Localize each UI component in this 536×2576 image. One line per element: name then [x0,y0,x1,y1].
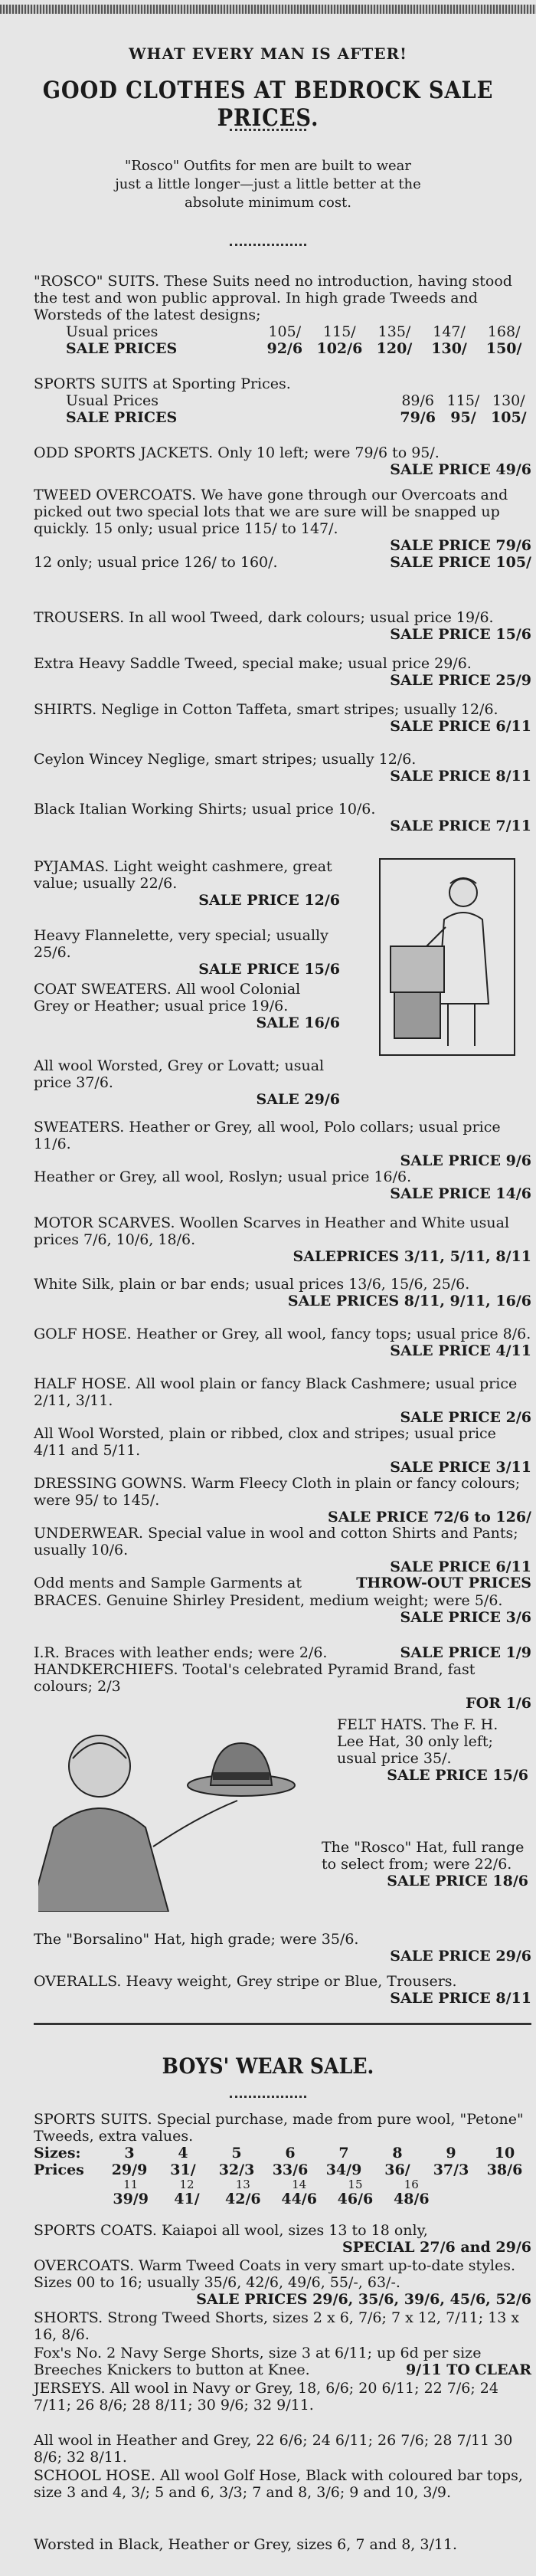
felt-hats [337,1716,528,1784]
item-text: SWEATERS. Heather or Grey, all wool, Polo collars; usual price 11/6. [34,1119,501,1152]
item-text: OVERALLS. Heavy weight, Grey stripe or Blue, Trousers. [34,1973,457,1990]
sale-price: SALE PRICES 8/11, 9/11, 16/6 [287,1293,531,1309]
shirts [34,701,531,735]
item-text: Breeches Knickers to button at Knee. [34,2361,310,2378]
sale-prices-row [34,340,531,357]
sizes-label: Sizes: [34,2145,81,2161]
ir-braces [34,1644,531,1661]
price: 130/ [492,392,525,409]
worsted-hose [34,1425,531,1476]
man-pyjamas-illustration [375,854,521,1061]
price: 135/ [377,323,411,340]
usual-prices [395,392,531,409]
item-text: I.R. Braces with leather ends; were 2/6. [34,1644,328,1661]
sale-price: SALEPRICES 3/11, 5/11, 8/11 [293,1248,531,1265]
rosco-suits [34,273,531,357]
price: 120/ [376,340,413,357]
sale-prices [395,409,531,426]
size: 8 [392,2145,403,2161]
boys-overcoats [34,2257,531,2308]
price: 147/ [433,323,466,340]
item-text: ODD SPORTS JACKETS. Only 10 left; were 79/6 to 95/. [34,444,440,461]
school-hose [34,2467,531,2501]
ad-title: WHAT EVERY MAN IS AFTER! [129,44,407,63]
sale-label: SALE PRICES [66,340,178,357]
item-text: OVERCOATS. Warm Tweed Coats in very smart up-to-date styles. Sizes 00 to 16; usually 35/6, 42/6, 49/6, 55/-, 63/-. [34,2257,516,2291]
size: 5 [231,2145,242,2161]
intro-text: "Rosco" Outfits for men are built to wear just a little longer—just a little better at the absolute minimum cost. [115,158,421,211]
sports-suits [34,375,531,426]
sale-price: SALE 29/6 [256,1091,340,1108]
borsalino-hat [34,1931,531,1965]
item-text: The "Borsalino" Hat, high grade; were 35/6. [34,1931,359,1948]
usual-prices-row [34,392,531,409]
odd-ments [34,1575,531,1591]
item-text: MOTOR SCARVES. Woollen Scarves in Heather and White usual prices 7/6, 10/6, 18/6. [34,1214,510,1248]
ceylon-shirts [34,751,531,785]
sale-price: SALE PRICE 4/11 [390,1342,531,1359]
sale-price: FOR 1/6 [466,1695,531,1712]
size: 14 [292,2178,307,2191]
price: 37/3 [433,2161,469,2178]
price: 34/9 [325,2161,362,2178]
item-text: DRESSING GOWNS. Warm Fleecy Cloth in plain or fancy colours; were 95/ to 145/. [34,1475,521,1509]
size: 6 [285,2145,296,2161]
sale-price: THROW-OUT PRICES [356,1575,531,1591]
size: 3 [124,2145,135,2161]
sale-price: SALE PRICE 6/11 [390,718,531,735]
sale-price: SALE PRICE 105/ [390,554,531,571]
sale-price: SALE PRICE 72/6 to 126/ [328,1509,531,1526]
price: 42/6 [225,2191,261,2207]
tweed-overcoats [34,487,531,571]
section-rule [34,2023,531,2025]
item-text: 12 only; usual price 126/ to 160/. [34,554,278,571]
sizes-row [34,2145,531,2161]
usual-label: Usual prices [66,323,159,340]
saddle-tweed [34,655,531,689]
ad-headline: GOOD CLOTHES AT BEDROCK SALE PRICES. [42,77,494,132]
item-text: Extra Heavy Saddle Tweed, special make; usual price 29/6. [34,655,472,672]
prices [103,2161,531,2178]
price: 39/9 [113,2191,149,2207]
sale-price: SALE PRICE 6/11 [390,1558,531,1575]
golf-hose [34,1326,531,1359]
sizes-row-2 [34,2178,531,2191]
item-text: BRACES. Genuine Shirley President, medium weight; were 5/6. [34,1592,503,1609]
price: 92/6 [266,340,303,357]
divider-dots [230,2096,306,2098]
sale-price: SALE PRICE 15/6 [390,626,531,643]
price: 46/6 [337,2191,374,2207]
sale-price: SALE PRICE 29/6 [390,1948,531,1965]
sale-price: SALE PRICE 8/11 [390,768,531,785]
price: 79/6 [400,409,436,426]
sale-price: SALE PRICE 2/6 [400,1409,531,1426]
prices-row [34,2161,531,2178]
sale-price: SALE PRICE 25/9 [390,672,531,689]
price: 89/6 [401,392,434,409]
item-text: Worsted in Black, Heather or Grey, sizes 6, 7 and 8, 3/11. [34,2536,458,2553]
divider-dots [230,244,306,246]
size: 15 [348,2178,363,2191]
item-text: Ceylon Wincey Neglige, smart stripes; usually 12/6. [34,751,417,768]
top-border [0,5,536,14]
sale-price: SPECIAL 27/6 and 29/6 [342,2239,531,2256]
size: 11 [123,2178,139,2191]
sale-label: SALE PRICES [66,409,178,426]
rosco-hat [322,1839,528,1889]
price: 115/ [446,392,480,409]
item-text: All wool Worsted, Grey or Lovatt; usual price 37/6. [34,1057,325,1091]
sale-price: SALE PRICE 9/6 [400,1152,531,1169]
item-text: SPORTS SUITS at Sporting Prices. [34,375,291,392]
item-text: SCHOOL HOSE. All wool Golf Hose, Black with coloured bar tops, size 3 and 4, 3/; 5 and 6, 3/3; 7 and 8, 3/6; 9 and 10, 3/9. [34,2467,523,2501]
prices-label: Prices [34,2161,84,2178]
trousers [34,609,531,643]
sale-price: SALE 16/6 [256,1014,340,1031]
size: 12 [179,2178,194,2191]
braces [34,1592,531,1626]
item-text: Heavy Flannelette, very special; usually 25/6. [34,927,328,961]
silk-scarves [34,1276,531,1309]
item-text: All Wool Worsted, plain or ribbed, clox and stripes; usual price 4/11 and 5/11. [34,1425,496,1459]
sale-price: SALE PRICE 1/9 [400,1644,531,1661]
price: 95/ [450,409,476,426]
sale-price: SALE PRICE 3/6 [400,1609,531,1626]
sale-price: SALE PRICE 18/6 [387,1873,528,1889]
item-text: FELT HATS. The F. H. Lee Hat, 30 only left; usual price 35/. [337,1716,498,1767]
sale-price: SALE PRICE 12/6 [198,892,340,909]
item-text: Fox's No. 2 Navy Serge Shorts, size 3 at 6/11; up 6d per size [34,2345,482,2361]
sale-price: SALE PRICE 8/11 [390,1990,531,2007]
item-text: SHORTS. Strong Tweed Shorts, sizes 2 x 6, 7/6; 7 x 12, 7/11; 13 x 16, 8/6. [34,2309,520,2343]
price: 32/3 [218,2161,255,2178]
sale-price: SALE PRICE 49/6 [390,461,531,478]
price: 105/ [268,323,302,340]
navy-serge-shorts [34,2345,531,2378]
item-text: TROUSERS. In all wool Tweed, dark colours; usual price 19/6. [34,609,494,626]
boys-sports-coats [34,2222,531,2256]
item-text: SHIRTS. Neglige in Cotton Taffeta, smart stripes; usually 12/6. [34,701,498,718]
sale-prices-row [34,409,531,426]
item-text: GOLF HOSE. Heather or Grey, all wool, fancy tops; usual price 8/6. [34,1326,531,1342]
price: 48/6 [394,2191,430,2207]
sale-prices [257,340,531,357]
price: 41/ [174,2191,200,2207]
sale-price: SALE PRICE 15/6 [198,961,340,978]
size: 4 [178,2145,188,2161]
boys-shorts [34,2309,531,2343]
item-text: HALF HOSE. All wool plain or fancy Black Cashmere; usual price 2/11, 3/11. [34,1375,518,1409]
sale-price: SALE PRICES 29/6, 35/6, 39/6, 45/6, 52/6 [196,2291,531,2308]
size: 9 [446,2145,456,2161]
roslyn-sweaters [34,1168,531,1202]
motor-scarves [34,1214,531,1265]
item-text: JERSEYS. All wool in Navy or Grey, 18, 6/6; 20 6/11; 22 7/6; 24 7/11; 26 8/6; 28 8/11; 30 9/6; 32 9/11. [34,2380,498,2414]
item-text: UNDERWEAR. Special value in wool and cotton Shirts and Pants; usually 10/6. [34,1525,518,1558]
flannelette-pyjamas [34,927,340,978]
overcoats-lot-2 [34,554,531,571]
coat-sweaters [34,981,340,1031]
sizes [103,2178,531,2191]
overalls [34,1973,531,2007]
usual-prices [257,323,531,340]
italian-shirts [34,801,531,834]
sale-price: SALE PRICE 3/11 [390,1459,531,1476]
boys-sports-suits [34,2111,531,2207]
price: 115/ [323,323,356,340]
price: 36/ [384,2161,410,2178]
heather-jerseys [34,2432,531,2466]
size: 7 [338,2145,349,2161]
item-text: Odd ments and Sample Garments at [34,1575,302,1591]
price: 44/6 [281,2191,317,2207]
item-text: All wool in Heather and Grey, 22 6/6; 24 6/11; 26 7/6; 28 7/11 30 8/6; 32 8/11. [34,2432,513,2466]
price: 31/ [170,2161,196,2178]
price: 130/ [431,340,467,357]
sale-price: SALE PRICE 7/11 [390,818,531,834]
item-text: COAT SWEATERS. All wool Colonial Grey or Heather; usual price 19/6. [34,981,301,1014]
usual-prices-row [34,323,531,340]
sale-price: 9/11 TO CLEAR [405,2361,531,2378]
price: 33/6 [272,2161,309,2178]
pyjamas [34,858,340,909]
sale-price: SALE PRICE 14/6 [390,1185,531,1202]
half-hose [34,1375,531,1426]
item-text: SPORTS SUITS. Special purchase, made from pure wool, "Petone" Tweeds, extra values. [34,2111,524,2145]
worsted-sweaters [34,1057,340,1108]
size: 10 [494,2145,515,2161]
boys-jerseys [34,2380,531,2414]
boys-section-title: BOYS' WEAR SALE. [162,2053,374,2079]
item-text: Black Italian Working Shirts; usual price 10/6. [34,801,376,818]
price: 150/ [485,340,522,357]
man-with-hat-illustration [38,1712,329,1912]
item-text: White Silk, plain or bar ends; usual prices 13/6, 15/6, 25/6. [34,1276,470,1293]
item-text: PYJAMAS. Light weight cashmere, great value; usually 22/6. [34,858,332,892]
handkerchiefs [34,1661,531,1712]
item-text: The "Rosco" Hat, full range to select from; were 22/6. [322,1839,525,1873]
item-text: Heather or Grey, all wool, Roslyn; usual price 16/6. [34,1168,412,1185]
price: 38/6 [486,2161,523,2178]
price: 168/ [487,323,521,340]
sale-price: SALE PRICE 15/6 [387,1767,528,1784]
prices-row-2 [34,2191,531,2207]
price: 105/ [491,409,527,426]
divider-dots [230,129,306,131]
dressing-gowns [34,1475,531,1526]
sweaters [34,1119,531,1169]
usual-label: Usual Prices [66,392,159,409]
underwear [34,1525,531,1575]
price: 102/6 [316,340,363,357]
item-text: HANDKERCHIEFS. Tootal's celebrated Pyramid Brand, fast colours; 2/3 [34,1661,476,1695]
prices [103,2191,531,2207]
sports-jackets [34,444,531,478]
size: 16 [404,2178,419,2191]
item-text: TWEED OVERCOATS. We have gone through our Overcoats and picked out two special lots that we are sure will be snapped up quickly. 15 only; usual price 115/ to 147/. [34,487,508,537]
price: 29/9 [111,2161,148,2178]
item-text: SPORTS COATS. Kaiapoi all wool, sizes 13 to 18 only, [34,2222,428,2239]
sale-price: SALE PRICE 79/6 [390,537,531,554]
sizes [103,2145,531,2161]
size: 13 [235,2178,250,2191]
item-text: "ROSCO" SUITS. These Suits need no introduction, having stood the test and won public approval. In high grade Tweeds and Worsteds of the latest designs; [34,273,512,323]
worsted-school-hose [34,2536,531,2553]
